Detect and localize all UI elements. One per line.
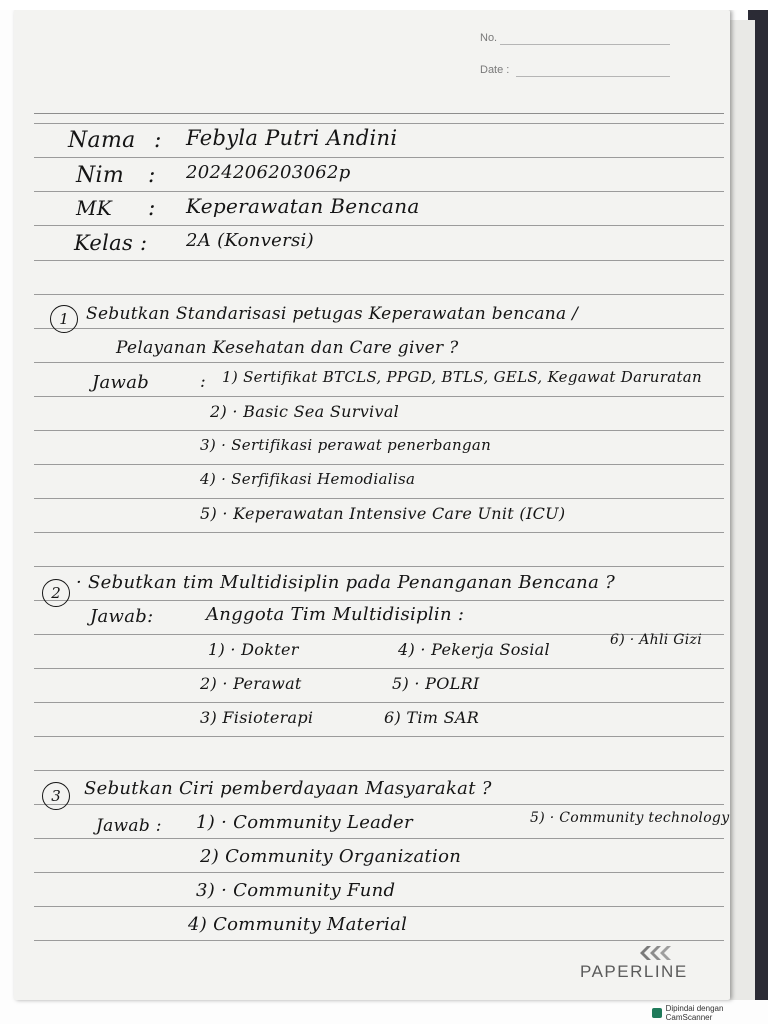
colon: :	[154, 128, 162, 153]
nim-value: 2024206203062p	[186, 162, 351, 183]
colon: :	[148, 196, 156, 221]
no-line	[500, 44, 670, 45]
rule-line	[34, 668, 724, 669]
q1-answer-4: 4) · Serfifikasi Hemodialisa	[200, 470, 416, 488]
top-margin	[0, 0, 768, 10]
q2-question: · Sebutkan tim Multidisiplin pada Penanganan Bencana ?	[76, 572, 616, 593]
q3-answer-2: 2) Community Organization	[200, 846, 462, 867]
rule-line	[34, 396, 724, 397]
camscanner-icon	[652, 1008, 662, 1018]
paperline-brand: PAPERLINE	[580, 962, 688, 981]
camscanner-text: Dipindai dengan CamScanner	[665, 1004, 724, 1022]
q2-answer-intro: Anggota Tim Multidisiplin :	[206, 604, 465, 625]
nama-label: Nama	[68, 128, 136, 153]
q2-member-2: 2) · Perawat	[200, 674, 302, 693]
q3-answer-label: Jawab :	[96, 816, 162, 836]
q2-member-6: 6) Tim SAR	[384, 708, 480, 727]
rule-line	[34, 113, 724, 114]
rule-line	[34, 225, 724, 226]
q3-answer-3: 3) · Community Fund	[196, 880, 396, 901]
rule-line	[34, 260, 724, 261]
q1-answer-3: 3) · Sertifikasi perawat penerbangan	[200, 436, 492, 454]
question-number-2: 2	[42, 579, 70, 607]
next-page-edge	[728, 20, 755, 1000]
q3-answer-1: 1) · Community Leader	[196, 812, 413, 833]
rule-line	[34, 736, 724, 737]
q2-member-7: 6) · Ahli Gizi	[610, 632, 702, 648]
q1-question-line2: Pelayanan Kesehatan dan Care giver ?	[116, 338, 459, 358]
rule-line	[34, 940, 724, 941]
colon: :	[140, 231, 148, 255]
nama-value: Febyla Putri Andini	[186, 126, 398, 150]
q3-answer-4: 4) Community Material	[188, 914, 408, 935]
q1-answer-5: 5) · Keperawatan Intensive Care Unit (ICU)	[200, 504, 566, 523]
kelas-label: Kelas	[74, 231, 134, 255]
rule-line	[34, 191, 724, 192]
rule-line	[34, 498, 724, 499]
rule-line	[34, 123, 724, 124]
q2-member-5: 5) · POLRI	[392, 674, 480, 693]
rule-line	[34, 566, 724, 567]
rule-line	[34, 600, 724, 601]
q2-member-1: 1) · Dokter	[208, 640, 299, 659]
rule-line	[34, 362, 724, 363]
q2-member-3: 3) Fisioterapi	[200, 708, 314, 727]
rule-line	[34, 906, 724, 907]
rule-line	[34, 294, 724, 295]
colon: :	[148, 163, 156, 188]
rule-line	[34, 838, 724, 839]
question-number-3: 3	[42, 782, 70, 810]
nim-label: Nim	[76, 163, 125, 188]
camscanner-badge	[652, 1006, 768, 1020]
rule-line	[34, 464, 724, 465]
rule-line	[34, 328, 724, 329]
rule-line	[34, 872, 724, 873]
rule-line	[34, 532, 724, 533]
colon: :	[200, 372, 207, 392]
rule-line	[34, 770, 724, 771]
q2-answer-label: Jawab:	[90, 606, 154, 627]
rule-line	[34, 157, 724, 158]
date-line	[516, 76, 670, 77]
q1-answer-2: 2) · Basic Sea Survival	[210, 402, 400, 421]
date-label: Date :	[480, 64, 510, 76]
rule-line	[34, 702, 724, 703]
mk-value: Keperawatan Bencana	[186, 194, 420, 218]
q1-answer-1: 1) Sertifikat BTCLS, PPGD, BTLS, GELS, Kegawat Daruratan	[222, 368, 703, 386]
kelas-value: 2A (Konversi)	[186, 230, 314, 251]
rule-line	[34, 430, 724, 431]
q2-member-4: 4) · Pekerja Sosial	[398, 640, 550, 659]
q3-answer-5: 5) · Community technology	[530, 810, 730, 826]
question-number-1: 1	[50, 305, 78, 333]
q1-answer-label: Jawab	[92, 372, 150, 393]
no-label: No.	[480, 32, 498, 44]
q1-question-line1: Sebutkan Standarisasi petugas Keperawatan bencana /	[86, 304, 579, 324]
mk-label: MK	[76, 196, 113, 220]
rule-line	[34, 804, 724, 805]
q3-question: Sebutkan Ciri pemberdayaan Masyarakat ?	[84, 778, 492, 799]
paperline-logo-icon	[638, 944, 678, 962]
